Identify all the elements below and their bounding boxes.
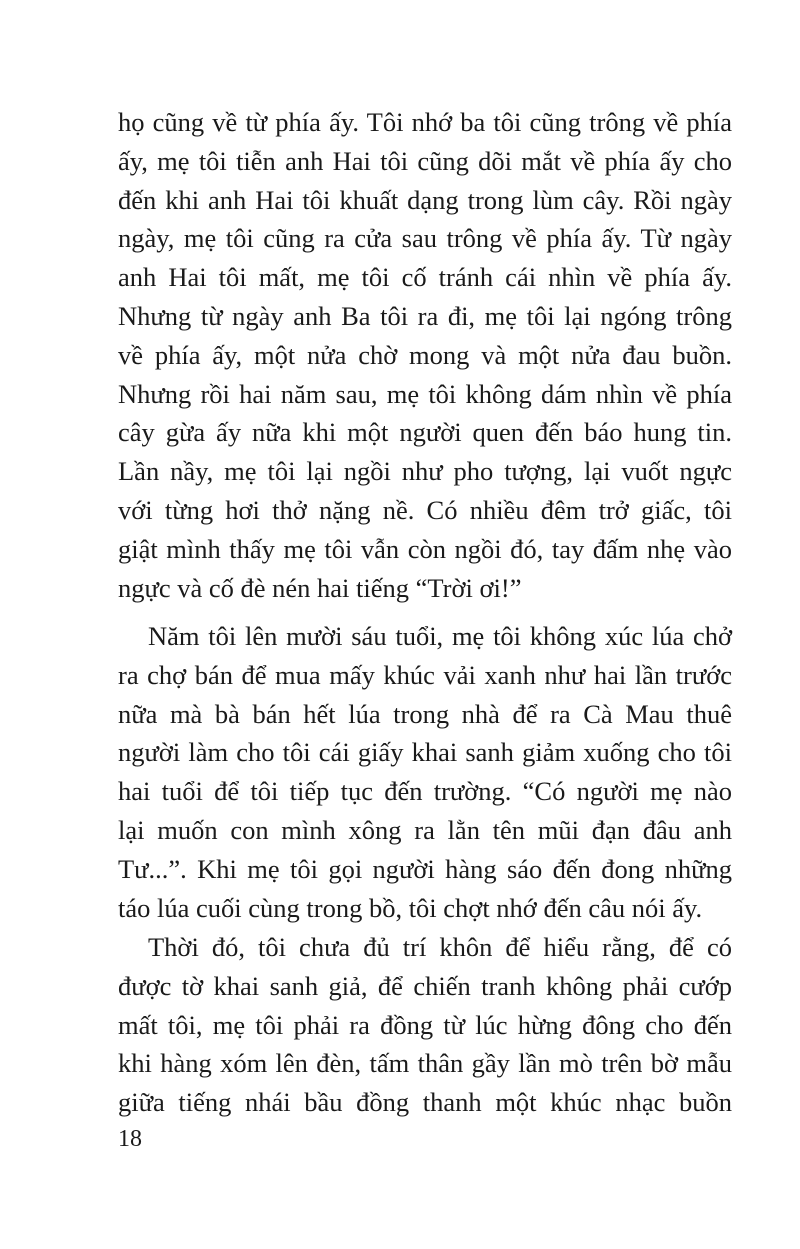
text-line: Nhưng từ ngày anh Ba tôi ra đi, mẹ tôi lại ngóng trông (118, 301, 732, 331)
text-line: cây gừa ấy nữa khi một người quen đến báo hung tin. (118, 417, 732, 448)
text-line: được tờ khai sanh giả, để chiến tranh không phải cướp (118, 970, 732, 1001)
text-line: Thời đó, tôi chưa đủ trí khôn để hiểu rằng, để có (148, 932, 732, 962)
text-line: đến khi anh Hai tôi khuất dạng trong lùm cây. Rồi ngày (118, 184, 732, 215)
text-line: về phía ấy, một nửa chờ mong và một nửa đau buồn. (118, 339, 732, 370)
text-line: ấy, mẹ tôi tiễn anh Hai tôi cũng dõi mắt về phía ấy cho (118, 145, 732, 176)
text-line: khi hàng xóm lên đèn, tấm thân gầy lần mò trên bờ mẫu (118, 1048, 732, 1079)
text-line: người làm cho tôi cái giấy khai sanh giảm xuống cho tôi (118, 737, 732, 768)
text-line: với từng hơi thở nặng nề. Có nhiều đêm trở giấc, tôi (118, 495, 732, 525)
text-line: Năm tôi lên mười sáu tuổi, mẹ tôi không xúc lúa chở (148, 621, 732, 651)
text-line: Nhưng rồi hai năm sau, mẹ tôi không dám nhìn về phía (118, 378, 732, 409)
text-line: họ cũng về từ phía ấy. Tôi nhớ ba tôi cũng trông về phía (118, 107, 732, 137)
text-line: lại muốn con mình xông ra lằn tên mũi đạn đâu anh (118, 815, 732, 845)
text-line: ngày, mẹ tôi cũng ra cửa sau trông về phía ấy. Từ ngày (118, 223, 732, 254)
text-line: nữa mà bà bán hết lúa trong nhà để ra Cà Mau thuê (118, 698, 732, 729)
text-line: ra chợ bán để mua mấy khúc vải xanh như hai lần trước (118, 659, 732, 690)
text-line: táo lúa cuối cùng trong bồ, tôi chợt nhớ đến câu nói ấy. (118, 892, 703, 923)
text-line: Lần nầy, mẹ tôi lại ngồi như pho tượng, lại vuốt ngực (118, 456, 732, 487)
text-line: giật mình thấy mẹ tôi vẫn còn ngồi đó, tay đấm nhẹ vào (118, 533, 732, 564)
text-line: ngực và cố đè nén hai tiếng “Trời ơi!” (118, 572, 522, 603)
text-line: mất tôi, mẹ tôi phải ra đồng từ lúc hừng đông cho đến (118, 1009, 732, 1040)
page-number: 18 (118, 1126, 142, 1152)
text-line: giữa tiếng nhái bầu đồng thanh một khúc nhạc buồn (118, 1087, 732, 1118)
text-line: hai tuổi để tôi tiếp tục đến trường. “Có người mẹ nào (118, 776, 732, 807)
text-line: Tư...”. Khi mẹ tôi gọi người hàng sáo đến đong những (118, 853, 732, 884)
text-line: anh Hai tôi mất, mẹ tôi cố tránh cái nhìn về phía ấy. (118, 262, 732, 293)
